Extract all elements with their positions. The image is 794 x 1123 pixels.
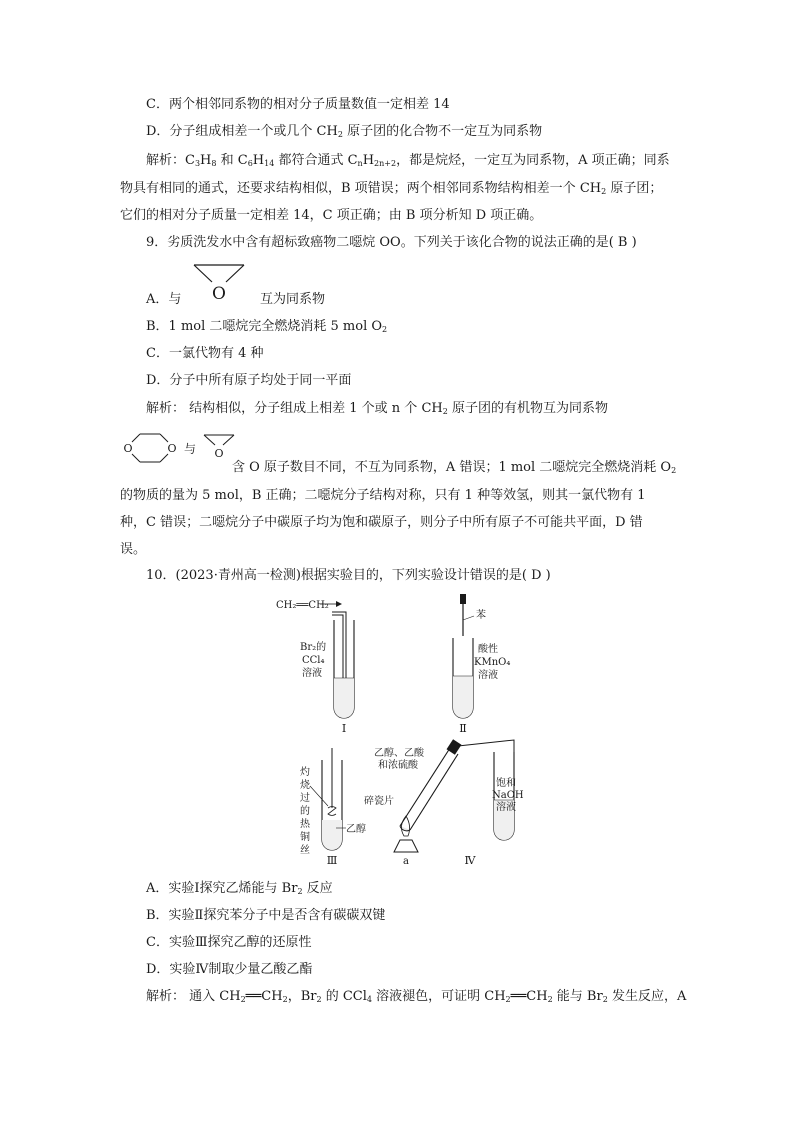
br2-label-2: CCl₄: [302, 655, 325, 666]
option-c-line: C．两个相邻同系物的相对分子质量数值一定相差 14: [146, 97, 450, 112]
q10-option-a: A．实验Ⅰ探究乙烯能与 $Br_2$ 反应: [146, 881, 333, 896]
label-iv: Ⅳ: [464, 854, 476, 867]
br2-label-1: Br₂的: [300, 642, 327, 653]
chips-label: 碎瓷片: [364, 796, 394, 807]
apparatus-4: [364, 739, 524, 867]
apparatus-2: [453, 594, 510, 735]
wire-char-1: 灼: [300, 767, 310, 778]
label-i: Ⅰ: [341, 722, 347, 735]
mix-label-2: 和浓硫酸: [378, 760, 418, 771]
wire-char-6: 铜: [300, 832, 310, 843]
analysis-9-line-3: 的物质的量为 5 mol，B 正确；二噁烷分子结构对称，只有 1 种等效氢，则其一氯代物有 1: [120, 488, 646, 503]
oxirane-small-structure: [202, 432, 238, 462]
wire-char-3: 过: [300, 793, 310, 804]
br2-label-3: 溶液: [302, 668, 322, 679]
naoh-label-2: NaOH: [492, 790, 524, 801]
naoh-label-1: 饱和: [496, 778, 516, 789]
wire-char-7: 丝: [300, 845, 310, 856]
question-9: 9．劣质洗发水中含有超标致癌物二噁烷 OO。下列关于该化合物的说法正确的是( B ): [146, 235, 637, 250]
q9-option-a-suffix: 互为同系物: [260, 292, 326, 307]
q10-option-b: B．实验Ⅱ探究苯分子中是否含有碳碳双键: [146, 908, 386, 923]
q9-option-a: A．与: [146, 292, 182, 307]
mix-label-1: 乙醇、乙酸: [374, 748, 424, 759]
q10-option-c: C．实验Ⅲ探究乙醇的还原性: [146, 935, 312, 950]
label-a: a: [403, 856, 409, 867]
label-iii: Ⅲ: [326, 854, 338, 867]
wire-char-4: 的: [300, 806, 310, 817]
apparatus-1: [276, 600, 354, 735]
oxirane-structure: [190, 262, 250, 306]
oxirane-o: O: [212, 284, 226, 304]
wire-char-5: 热: [300, 819, 310, 830]
ethylene-label: CH₂══CH₂: [276, 600, 329, 611]
dioxane-o-left: O: [123, 442, 133, 455]
analysis-9-line-2: 含 O 原子数目不同，不互为同系物，A 错误；1 mol 二噁烷完全燃烧消耗 $O_2$: [232, 460, 677, 475]
kmno4-label-1: 酸性: [478, 644, 498, 655]
option-d-line: D．分子组成相差一个或几个 $CH_2$ 原子团的化合物不一定互为同系物: [146, 124, 543, 139]
q10-option-d: D．实验Ⅳ制取少量乙酸乙酯: [146, 962, 313, 977]
q9-option-d: D．分子中所有原子均处于同一平面: [146, 373, 352, 388]
wire-char-2: 烧: [300, 780, 310, 791]
q9-option-c: C．一氯代物有 4 种: [146, 346, 264, 361]
question-10: 10．(2023·青州高一检测)根据实验目的，下列实验设计错误的是( D ): [146, 568, 551, 583]
q9-option-b: B．1 mol 二噁烷完全燃烧消耗 5 mol $O_2$: [146, 319, 388, 334]
label-ii: Ⅱ: [459, 722, 467, 735]
analysis-9-line-5: 误。: [120, 542, 147, 557]
naoh-label-3: 溶液: [496, 802, 516, 813]
oxirane-small-o: O: [214, 447, 224, 460]
analysis-8-line-1: 解析：$C_3H_8$ 和 $C_6H_{14}$ 都符合通式 $C_nH_{2n+2}$，都是烷烃，一定互为同系物，A 项正确；同系: [146, 153, 670, 168]
analysis-10-line-1: 解析： 通入 $CH_2══CH_2$，$Br_2$ 的 CCl$_4$ 溶液褪色，可证明 $CH_2══CH_2$ 能与 $Br_2$ 发生反应，A: [146, 989, 687, 1004]
analysis-8-line-3: 它们的相对分子质量一定相差 14，C 项正确；由 B 项分析知 D 项正确。: [120, 208, 543, 223]
yu-connector: 与: [184, 442, 197, 456]
apparatus-3: [300, 748, 366, 867]
ethanol-label: 乙醇: [346, 824, 366, 835]
analysis-9-line-1: 解析： 结构相似，分子组成上相差 1 个或 n 个 $CH_2$ 原子团的有机物互为同系物: [146, 401, 608, 416]
kmno4-label-2: KMnO₄: [474, 657, 511, 668]
dioxane-o-right: O: [167, 442, 177, 455]
analysis-8-line-2: 物具有相同的通式，还要求结构相似，B 项错误；两个相邻同系物结构相差一个 $CH_2$ 原子团；: [120, 181, 663, 196]
kmno4-label-3: 溶液: [478, 670, 498, 681]
benzene-label: 苯: [476, 610, 486, 621]
experiment-figure: [270, 590, 530, 872]
analysis-9-line-4: 种，C 错误；二噁烷分子中碳原子均为饱和碳原子，则分子中所有原子不可能共平面，D 错: [120, 515, 643, 530]
dioxane-structure: [118, 428, 182, 468]
